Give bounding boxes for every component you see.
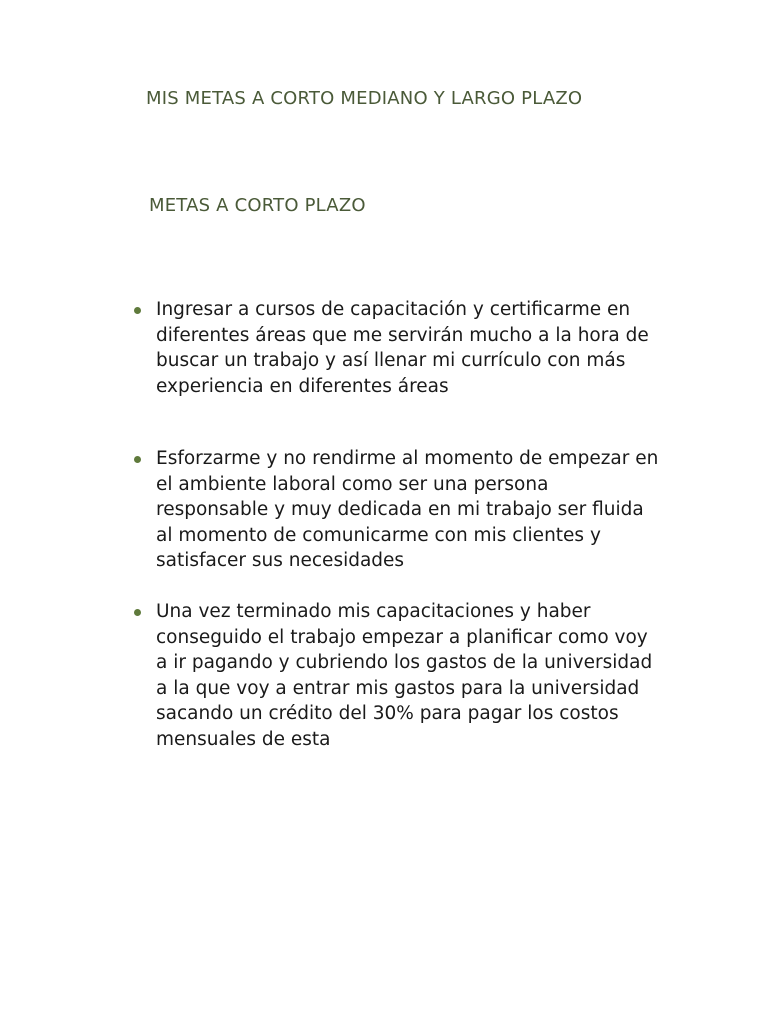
bullet-icon <box>134 609 141 616</box>
bullet-icon <box>134 307 141 314</box>
section-heading: METAS A CORTO PLAZO <box>149 195 366 216</box>
goal-text: Una vez terminado mis capacitaciones y haber conseguido el trabajo empezar a planificar como voy a ir pagando y cubriendo los gastos de la universidad a la que voy a entrar mis gastos para la universidad sacando un crédito del 30% para pagar los costos mensuales de esta <box>156 601 653 750</box>
goal-text: Esforzarme y no rendirme al momento de empezar en el ambiente laboral como ser una persona responsable y muy dedicada en mi trabajo ser fluida al momento de comunicarme con mis clientes y satisfacer sus necesidades <box>156 448 659 571</box>
goal-text: Ingresar a cursos de capacitación y certificarme en diferentes áreas que me servirán mucho a la hora de buscar un trabajo y así llenar mi currículo con más experiencia en diferentes áreas <box>156 299 649 397</box>
bullet-icon <box>134 456 141 463</box>
document-title: MIS METAS A CORTO MEDIANO Y LARGO PLAZO <box>146 88 583 109</box>
